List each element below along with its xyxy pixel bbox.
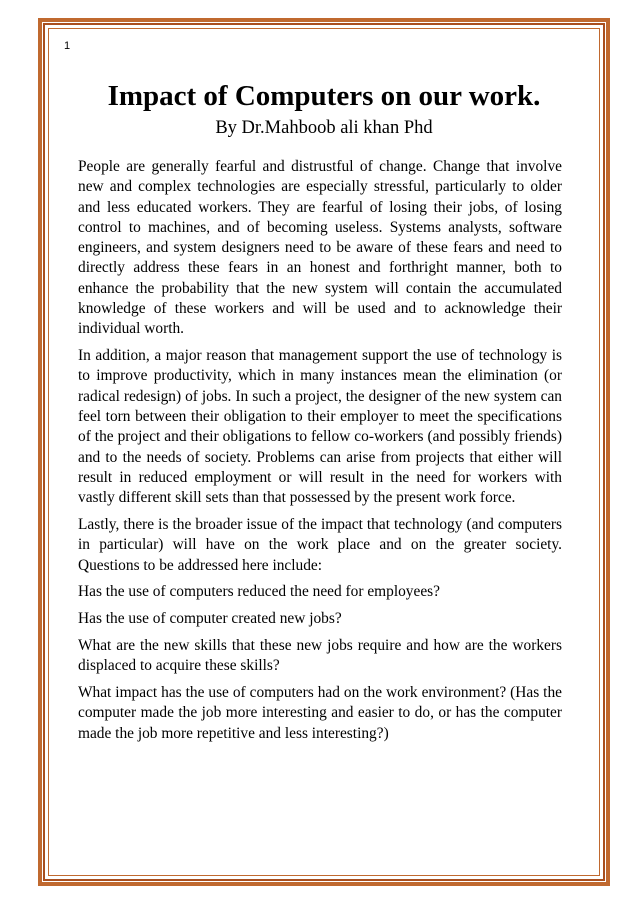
paragraph-productivity: In addition, a major reason that management support the use of technology is to improve productivity, which in many instances mean the elimination (or radical redesign) of jobs. In such a project, the designer of the new system can feel torn between their obligation to their employer to meet the specifications of the project and their obligations to fellow co-workers (and possibly friends) and to the needs of society. Problems can arise from projects that either will result in reduced employment or will result in the need for workers with vastly different skill sets than that possessed by the present work force. xyxy=(78,347,562,507)
question-work-environment: What impact has the use of computers had on the work environment? (Has the computer made the job more interesting and easier to do, or has the computer made the job more repetitive and less interesting?) xyxy=(78,684,562,742)
question-new-skills: What are the new skills that these new jobs require and how are the workers displaced to acquire these skills? xyxy=(78,637,562,675)
document-title: Impact of Computers on our work. xyxy=(107,80,541,112)
question-reduced-need: Has the use of computers reduced the need for employees? xyxy=(78,583,440,601)
paragraph-broader-issue: Lastly, there is the broader issue of the impact that technology (and computers in particular) will have on the work place and on the greater society. Questions to be addressed here include: xyxy=(78,516,562,574)
document-author: By Dr.Mahboob ali khan Phd xyxy=(215,118,433,138)
document-body xyxy=(78,157,562,751)
paragraph-fears: People are generally fearful and distrustful of change. Change that involve new and complex technologies are especially stressful, particularly to older and less educated workers. They are fearful of losing their jobs, of losing control to machines, and of becoming useless. Systems analysts, software engineers, and system designers need to be aware of these fears and need to directly address these fears in an honest and forthright manner, both to enhance the probability that the new system will contain the accumulated knowledge of these workers and will be used and to acknowledge their individual worth. xyxy=(78,158,562,338)
question-new-jobs: Has the use of computer created new jobs? xyxy=(78,610,342,628)
page-number: 1 xyxy=(64,40,71,52)
